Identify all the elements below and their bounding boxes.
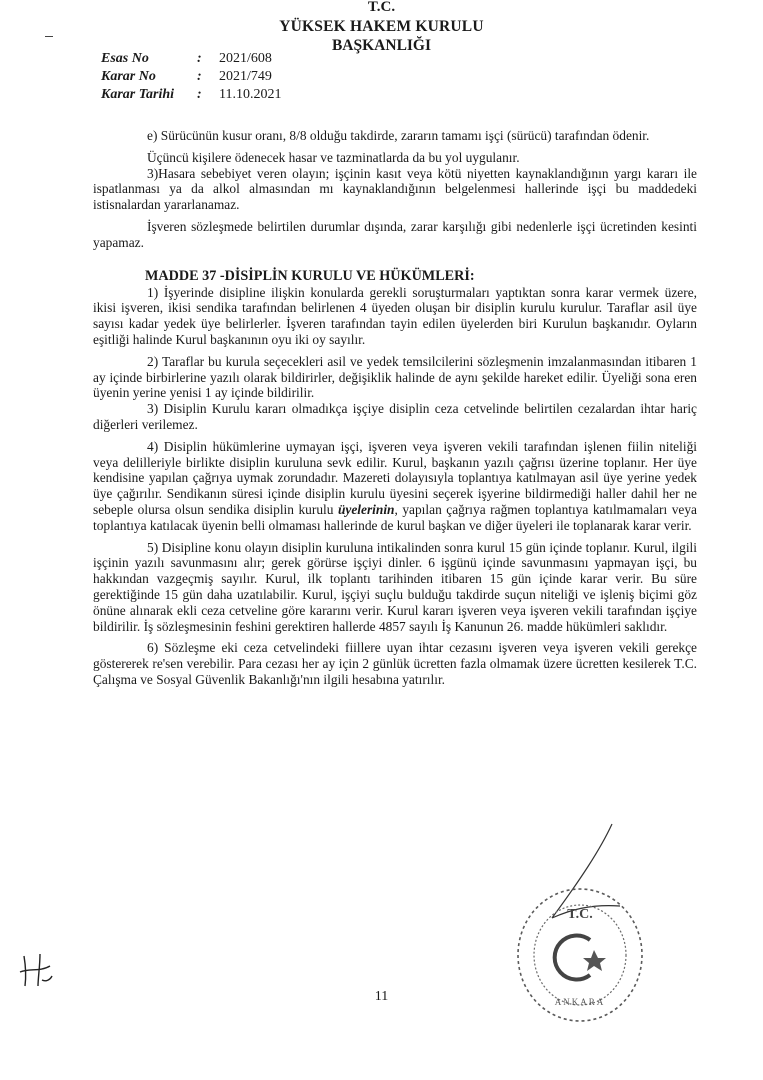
article-item-6: 6) Sözleşme eki ceza cetvelindeki fiillere uyan ihtar cezasını işveren veya işveren vekili gerekçe göstererek re'sen verebilir. Para cezası her ay için 2 günlük ücretten fazla olmamak üzere ücretten kesilerek T.C. Çalışma ve Sosyal Güvenlik Bakanlığı'nın ilgili hesabına yatırılır. [93, 640, 697, 687]
paragraph-e: e) Sürücünün kusur oranı, 8/8 olduğu takdirde, zararın tamamı işçi (sürücü) tarafından ödenir. [147, 128, 650, 143]
header-tc: T.C. [367, 0, 396, 12]
tarih-label: Karar Tarihi [101, 87, 175, 102]
tarih-colon: : [197, 87, 202, 102]
article-item-3: 3) Disiplin Kurulu kararı olmadıkça işçiye disiplin ceza cetvelinde belirtilen cezalardan ihtar hariç diğerleri verilemez. [93, 401, 697, 432]
tarih-row [101, 86, 281, 104]
article-item-4-text-a: 4) Disiplin hükümlerine uymayan işçi, işveren veya işveren vekili tarafından işlenen fiilin niteliği veya delilleriyle birlikte disiplin kuruluna sevk edilir. Kurul, başkanın yazılı çağrısı üzerine toplanır. Her üye kendisine yapılan çağrıya uymak zorundadır. Mazereti dolayısıyla toplantıya katılmayan asil üye yerine yedek üye çağırılır. Sendikanın süresi içinde disiplin kurulu üyesini seçerek işyerine bildirmediği haller dahil her ne sebeple olursa olsun sendika disiplin kurulu [93, 438, 697, 517]
header-organization: YÜKSEK HAKEM KURULU [279, 18, 484, 35]
tarih-value: 11.10.2021 [219, 87, 282, 102]
article-item-2: 2) Taraflar bu kurula seçecekleri asil ve yedek temsilcilerini sözleşmenin imzalanmasından itibaren 1 ay içinde birbirlerine yazılı olarak bildirirler, değişiklik halinde de aynı şekilde hareket edilir. Üyeliği sona eren üyenin yerine yenisi 1 ay içinde bildirilir. [93, 353, 697, 401]
karar-label: Karar No [101, 69, 156, 84]
header-presidency: BAŞKANLIĞI [331, 37, 432, 54]
page-number: 11 [374, 989, 389, 1004]
article-item-4-text-b: , yapılan çağrıya rağmen toplantıya katılmamaları veya toplantıya katılacak üyenin belli olmaması hallerinde de kurul başkan ve diğer üyeleri ile toplanarak karar verir. [93, 501, 698, 533]
margin-dash [45, 36, 53, 37]
karar-row [101, 68, 281, 86]
article-item-5: 5) Disipline konu olayın disiplin kuruluna intikalinden sonra kurul 15 gün içinde toplanır. Kurul, ilgili işçinin yazılı savunmasını alır; gerek görürse işçiyi dinler. 6 işgünü içinde savunmasını yapmayan işçi, bu hakkından vazgeçmiş sayılır. Kurul, ilk toplantı tarihinden itibaren 15 gün içinde karar verir. Bu süre gerektiğinde 15 gün daha uzatılabilir. Kurul, işçiyi suçlu bulduğu takdirde suçun niteliği ve işleniş biçimi göz önüne alınarak ekli ceza cetveline göre kararını verir. Kurul kararı işveren veya işveren vekili tarafından işçiye bildirilir. İş sözleşmesinin feshini gerektiren hallerde 4857 sayılı İş Kanunun 26. madde hükümleri saklıdır. [93, 539, 697, 634]
esas-value: 2021/608 [219, 51, 272, 66]
article-37-heading: MADDE 37 -DİSİPLİN KURULU VE HÜKÜMLERİ: [145, 267, 475, 284]
handwritten-initial-icon [16, 950, 56, 990]
esas-label: Esas No [101, 51, 149, 66]
official-seal-icon [510, 880, 650, 1030]
paragraph-third-parties: Üçüncü kişilere ödenecek hasar ve tazminatlarda da bu yol uygulanır. [147, 149, 520, 165]
esas-row [101, 50, 281, 68]
article-item-4 [93, 439, 697, 534]
paragraph-employer-deduction: İşveren sözleşmede belirtilen durumlar dışında, zarar karşılığı gibi nedenlerle işçi ücretinden kesinti yapamaz. [93, 218, 697, 250]
case-metadata [101, 50, 281, 104]
article-item-4-emphasis: üyelerinin [337, 501, 395, 517]
document-body [93, 128, 697, 688]
karar-value: 2021/749 [219, 69, 272, 84]
stamp-top-text: T.C. [567, 907, 593, 922]
paragraph-3: 3)Hasara sebebiyet veren olayın; işçinin kasıt veya kötü niyetten kaynaklandığının yargı kararı ile ispatlanması ya da alkol almasından mı kaynaklandığının belgelenmesi hallerinde işçi bu maddedeki istisnalardan yararlanamaz. [93, 165, 697, 213]
stamp-bottom-text: ANKARA [554, 997, 606, 1007]
article-item-1: 1) İşyerinde disipline ilişkin konularda gerekli soruşturmaları yaptıktan sonra karar vermek üzere, ikisi işveren, ikisi sendika tarafından belirlenen 4 üyeden oluşan bir disiplin kurulu kurulur. Taraflar asil üye sayısı kadar yedek üye belirlerler. İşveren tarafından tayin edilen üyelerden biri Kurulun başkanıdır. Oyların eşitliği halinde Kurul başkanının oyu iki oy sayılır. [93, 284, 697, 347]
esas-colon: : [197, 51, 202, 66]
karar-colon: : [197, 69, 202, 84]
